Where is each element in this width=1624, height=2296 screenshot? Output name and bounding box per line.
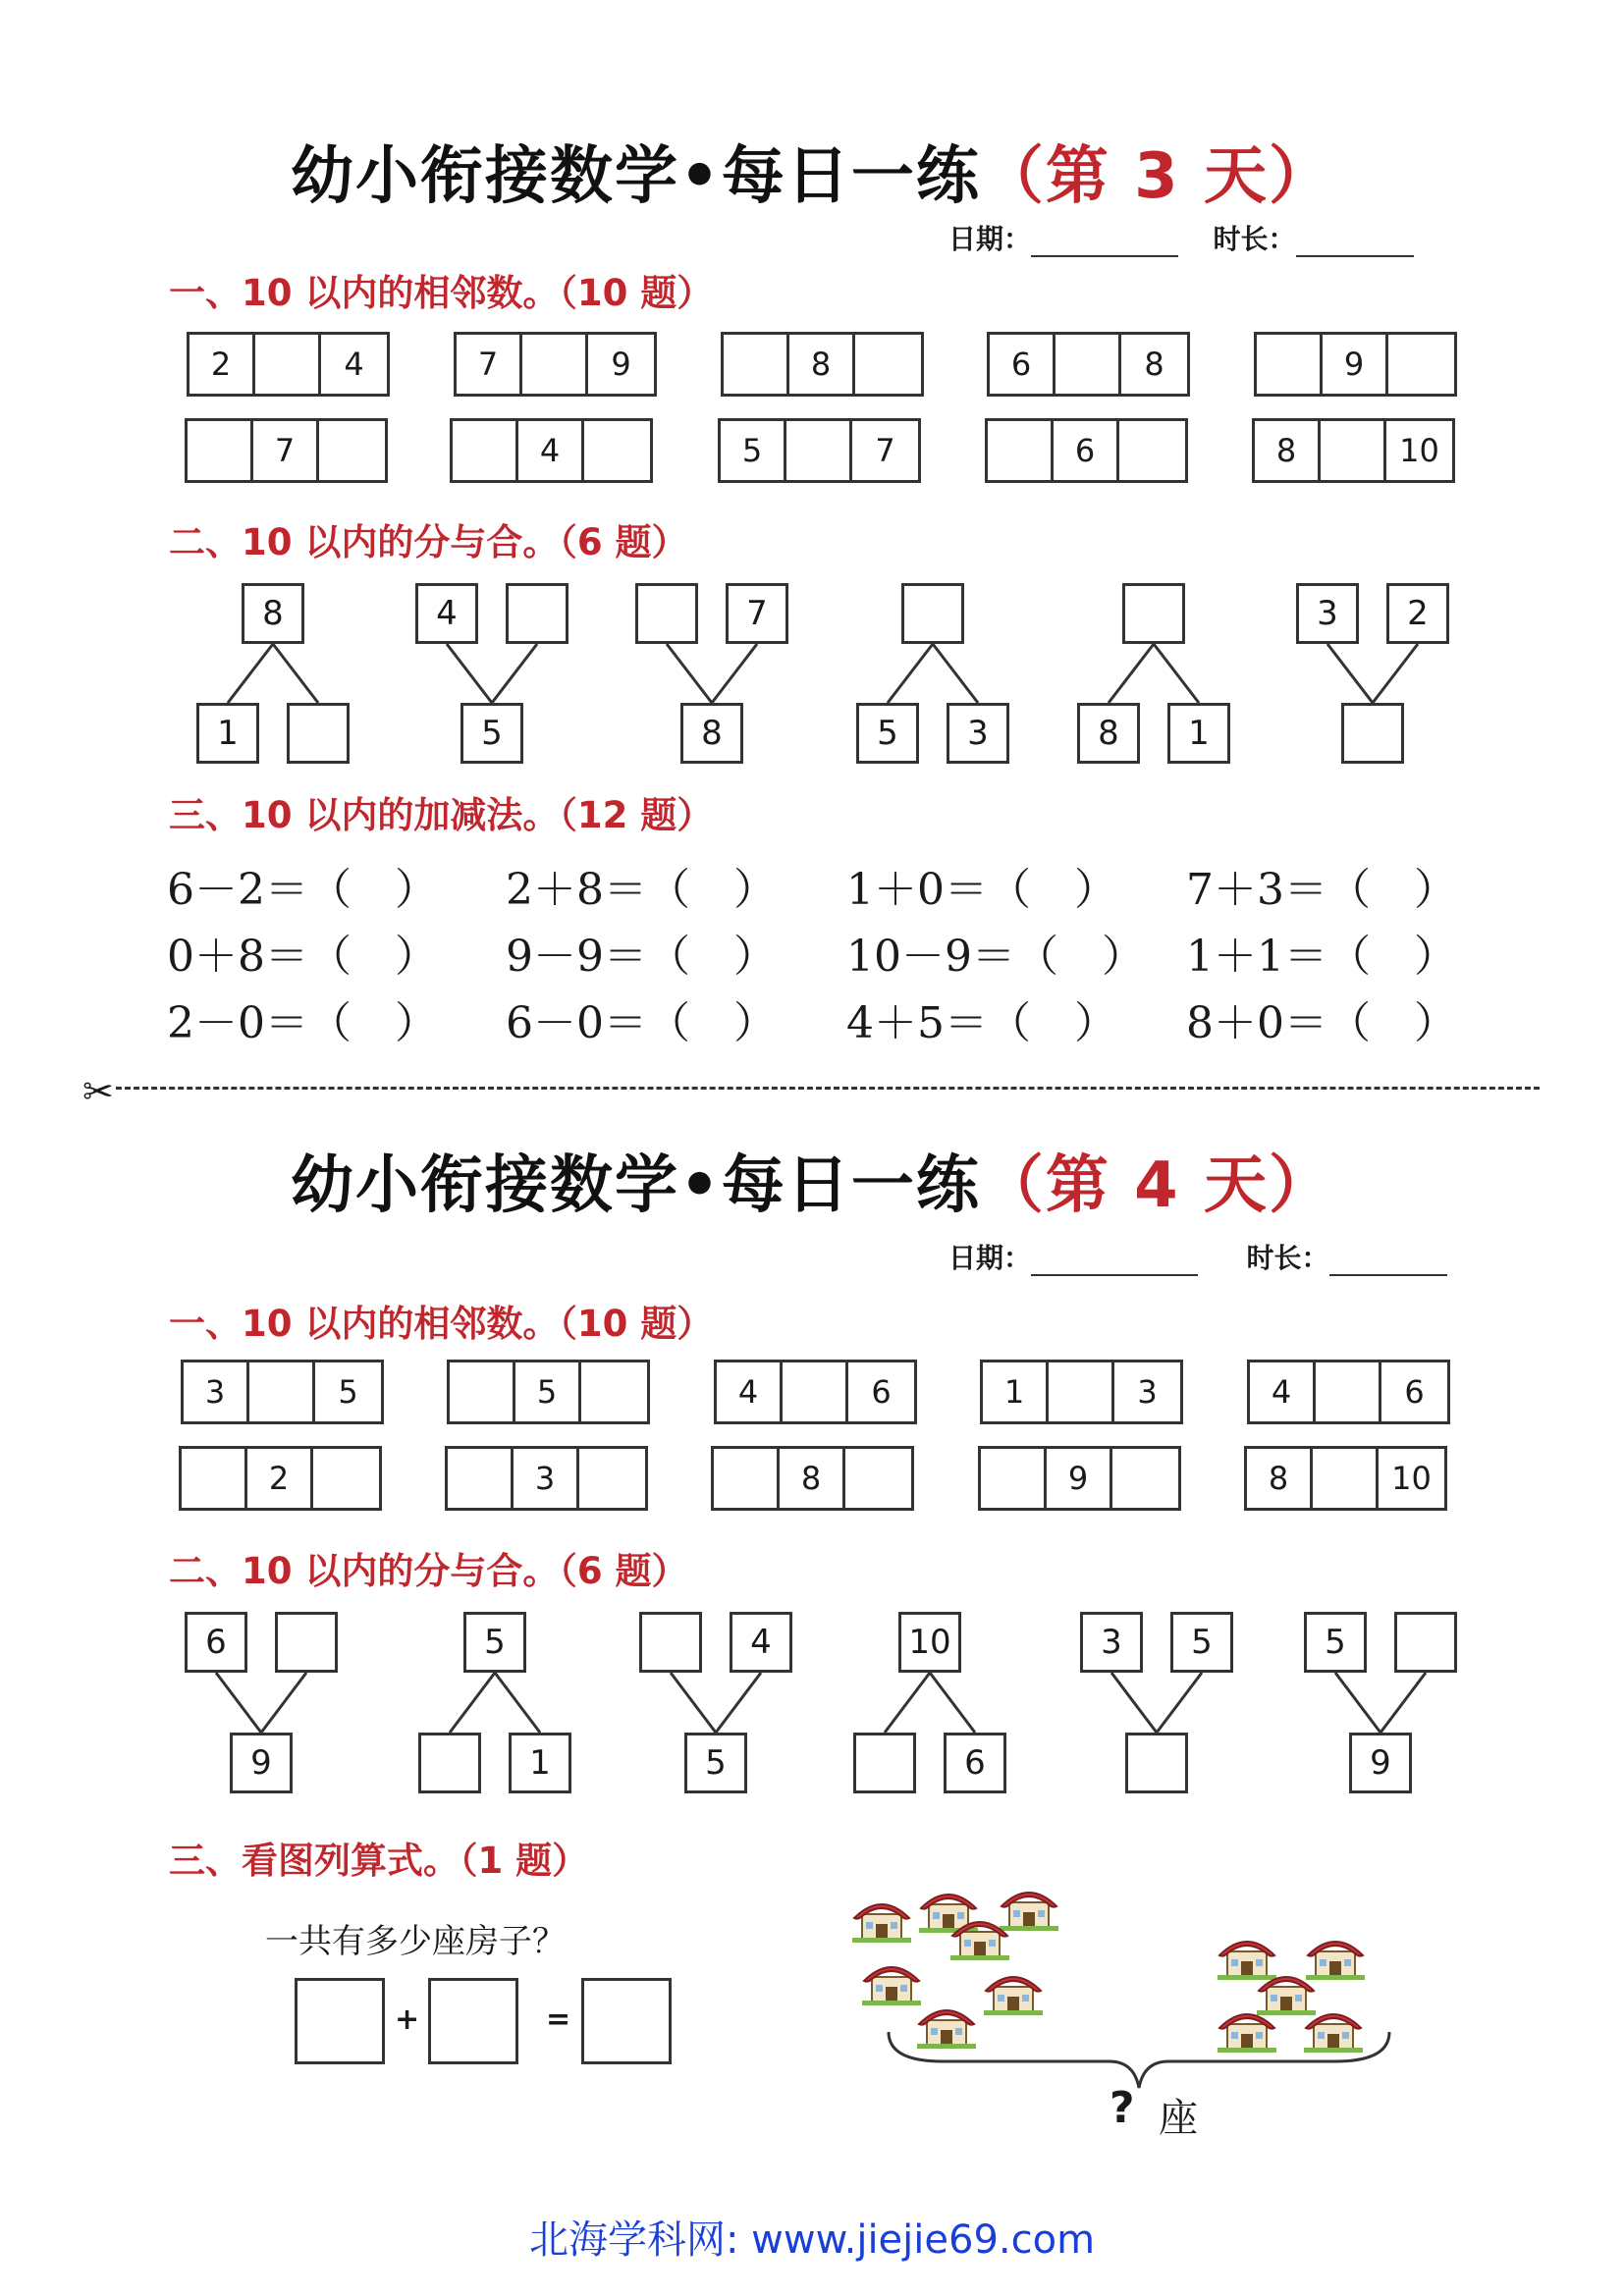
equation[interactable]: 10－9＝（ ） bbox=[846, 932, 1145, 982]
neighbor-number-cell: 7 bbox=[875, 432, 895, 469]
connector-line bbox=[450, 1673, 495, 1733]
equation[interactable]: 2－0＝（ ） bbox=[167, 998, 438, 1048]
connector-line bbox=[716, 1673, 761, 1733]
day4-title-main: 幼小衔接数学•每日一练 bbox=[291, 1149, 981, 1222]
split-number-box: 5 bbox=[684, 1733, 747, 1793]
day4-section-3: 三、看图列算式。（1 题） bbox=[169, 1840, 589, 1882]
connector-line bbox=[712, 644, 757, 703]
day4-date-label: 日期： bbox=[948, 1242, 1032, 1274]
day3-section-3: 三、10 以内的加减法。（12 题） bbox=[169, 794, 714, 836]
connector-line bbox=[933, 644, 978, 703]
split-number-box: 9 bbox=[1349, 1733, 1412, 1793]
neighbor-number-cell: 9 bbox=[1323, 335, 1388, 394]
unit-label: 座 bbox=[1159, 2096, 1198, 2141]
split-number-box: 1 bbox=[196, 703, 259, 764]
equation[interactable]: 4＋5＝（ ） bbox=[846, 998, 1117, 1048]
connector-line bbox=[885, 1673, 930, 1733]
equals-sign: = bbox=[546, 2002, 571, 2037]
day3-date-label: 日期： bbox=[948, 223, 1032, 255]
picture-question: 一共有多少座房子？ bbox=[265, 1922, 566, 1961]
neighbor-number-cell: 6 bbox=[1404, 1373, 1425, 1411]
neighbor-number-cell: 3 bbox=[184, 1362, 249, 1421]
connector-line bbox=[1154, 644, 1199, 703]
neighbor-number-cell: 8 bbox=[1144, 346, 1164, 383]
equation[interactable]: 1＋0＝（ ） bbox=[846, 865, 1117, 915]
split-number-box: 4 bbox=[415, 583, 478, 644]
neighbor-number-cell: 6 bbox=[1054, 421, 1119, 480]
day3-duration-label: 时长： bbox=[1213, 223, 1296, 255]
equation[interactable]: 9－9＝（ ） bbox=[506, 932, 777, 982]
neighbor-number-cell: 3 bbox=[514, 1449, 579, 1508]
split-number-box: 1 bbox=[1167, 703, 1230, 764]
split-number-box: 8 bbox=[242, 583, 304, 644]
day4-duration-label: 时长： bbox=[1246, 1242, 1329, 1274]
connector-line bbox=[671, 1673, 716, 1733]
split-number-box: 5 bbox=[463, 1612, 526, 1673]
day3-section-2: 二、10 以内的分与合。（6 题） bbox=[169, 521, 688, 563]
connector-line bbox=[1157, 1673, 1202, 1733]
split-number-box: 2 bbox=[1386, 583, 1449, 644]
neighbor-number-cell: 8 bbox=[1247, 1449, 1313, 1508]
split-number-box: 7 bbox=[726, 583, 788, 644]
neighbor-number-cell: 4 bbox=[344, 346, 364, 383]
connector-line bbox=[1111, 1673, 1157, 1733]
day3-title-day: （第 3 天） bbox=[980, 140, 1333, 213]
split-number-box: 3 bbox=[1080, 1612, 1143, 1673]
neighbor-number-cell: 1 bbox=[983, 1362, 1049, 1421]
neighbor-number-cell: 7 bbox=[253, 421, 319, 480]
neighbor-number-cell: 9 bbox=[611, 346, 631, 383]
split-number-box: 10 bbox=[898, 1612, 961, 1673]
split-number-box: 3 bbox=[1296, 583, 1359, 644]
split-number-box: 1 bbox=[509, 1733, 571, 1793]
split-number-box: 8 bbox=[680, 703, 743, 764]
equation[interactable]: 2＋8＝（ ） bbox=[506, 865, 777, 915]
split-number-box: 5 bbox=[1304, 1612, 1367, 1673]
split-number-box: 6 bbox=[185, 1612, 247, 1673]
neighbor-number-cell: 3 bbox=[1137, 1373, 1158, 1411]
neighbor-number-cell: 5 bbox=[721, 421, 786, 480]
split-number-box: 5 bbox=[856, 703, 919, 764]
equation[interactable]: 6－0＝（ ） bbox=[506, 998, 777, 1048]
day4-section-2: 二、10 以内的分与合。（6 题） bbox=[169, 1550, 688, 1592]
connector-line bbox=[1109, 644, 1154, 703]
neighbor-number-cell: 6 bbox=[871, 1373, 892, 1411]
day4-section-1: 一、10 以内的相邻数。（10 题） bbox=[169, 1303, 714, 1345]
neighbor-number-cell: 4 bbox=[1250, 1362, 1316, 1421]
split-number-box: 6 bbox=[944, 1733, 1006, 1793]
connector-line bbox=[273, 644, 318, 703]
neighbor-number-cell: 6 bbox=[990, 335, 1056, 394]
connector-line bbox=[1327, 644, 1373, 703]
scissors-icon: ✂ bbox=[82, 1070, 114, 1113]
split-number-box: 5 bbox=[460, 703, 523, 764]
connector-line bbox=[1335, 1673, 1380, 1733]
neighbor-number-cell: 8 bbox=[1255, 421, 1321, 480]
split-number-box: 9 bbox=[230, 1733, 293, 1793]
day3-title-main: 幼小衔接数学•每日一练 bbox=[291, 140, 981, 213]
connector-line bbox=[930, 1673, 975, 1733]
connector-line bbox=[261, 1673, 306, 1733]
day3-section-1: 一、10 以内的相邻数。（10 题） bbox=[169, 272, 714, 314]
neighbor-number-cell: 2 bbox=[189, 335, 255, 394]
neighbor-number-cell: 10 bbox=[1399, 432, 1439, 469]
connector-line bbox=[1373, 644, 1418, 703]
neighbor-number-cell: 9 bbox=[1047, 1449, 1112, 1508]
equation[interactable]: 8＋0＝（ ） bbox=[1186, 998, 1457, 1048]
connector-line bbox=[492, 644, 537, 703]
neighbor-number-cell: 5 bbox=[338, 1373, 358, 1411]
connector-line bbox=[447, 644, 492, 703]
neighbor-number-cell: 8 bbox=[789, 335, 855, 394]
connector-line bbox=[667, 644, 712, 703]
split-number-box: 5 bbox=[1170, 1612, 1233, 1673]
neighbor-number-cell: 2 bbox=[247, 1449, 313, 1508]
equation[interactable]: 6－2＝（ ） bbox=[167, 865, 438, 915]
plus-sign: + bbox=[395, 2002, 420, 2037]
connector-line bbox=[888, 644, 933, 703]
neighbor-number-cell: 5 bbox=[515, 1362, 581, 1421]
neighbor-number-cell: 4 bbox=[518, 421, 584, 480]
neighbor-number-cell: 8 bbox=[780, 1449, 845, 1508]
split-number-box: 3 bbox=[947, 703, 1009, 764]
neighbor-number-cell: 4 bbox=[717, 1362, 783, 1421]
answer-mark: ? bbox=[1110, 2083, 1135, 2133]
neighbor-number-cell: 10 bbox=[1391, 1460, 1432, 1497]
connector-line bbox=[1380, 1673, 1426, 1733]
day4-title-day: （第 4 天） bbox=[980, 1149, 1333, 1222]
split-number-box: 4 bbox=[730, 1612, 792, 1673]
neighbor-number-cell: 7 bbox=[457, 335, 522, 394]
connector-line bbox=[228, 644, 273, 703]
connector-line bbox=[495, 1673, 540, 1733]
connector-line bbox=[216, 1673, 261, 1733]
equation[interactable]: 7＋3＝（ ） bbox=[1186, 865, 1457, 915]
equation[interactable]: 1＋1＝（ ） bbox=[1186, 932, 1457, 982]
equation[interactable]: 0＋8＝（ ） bbox=[167, 932, 438, 982]
footer-link[interactable]: 北海学科网: www.jiejie69.com bbox=[528, 2217, 1096, 2263]
split-number-box: 8 bbox=[1077, 703, 1140, 764]
